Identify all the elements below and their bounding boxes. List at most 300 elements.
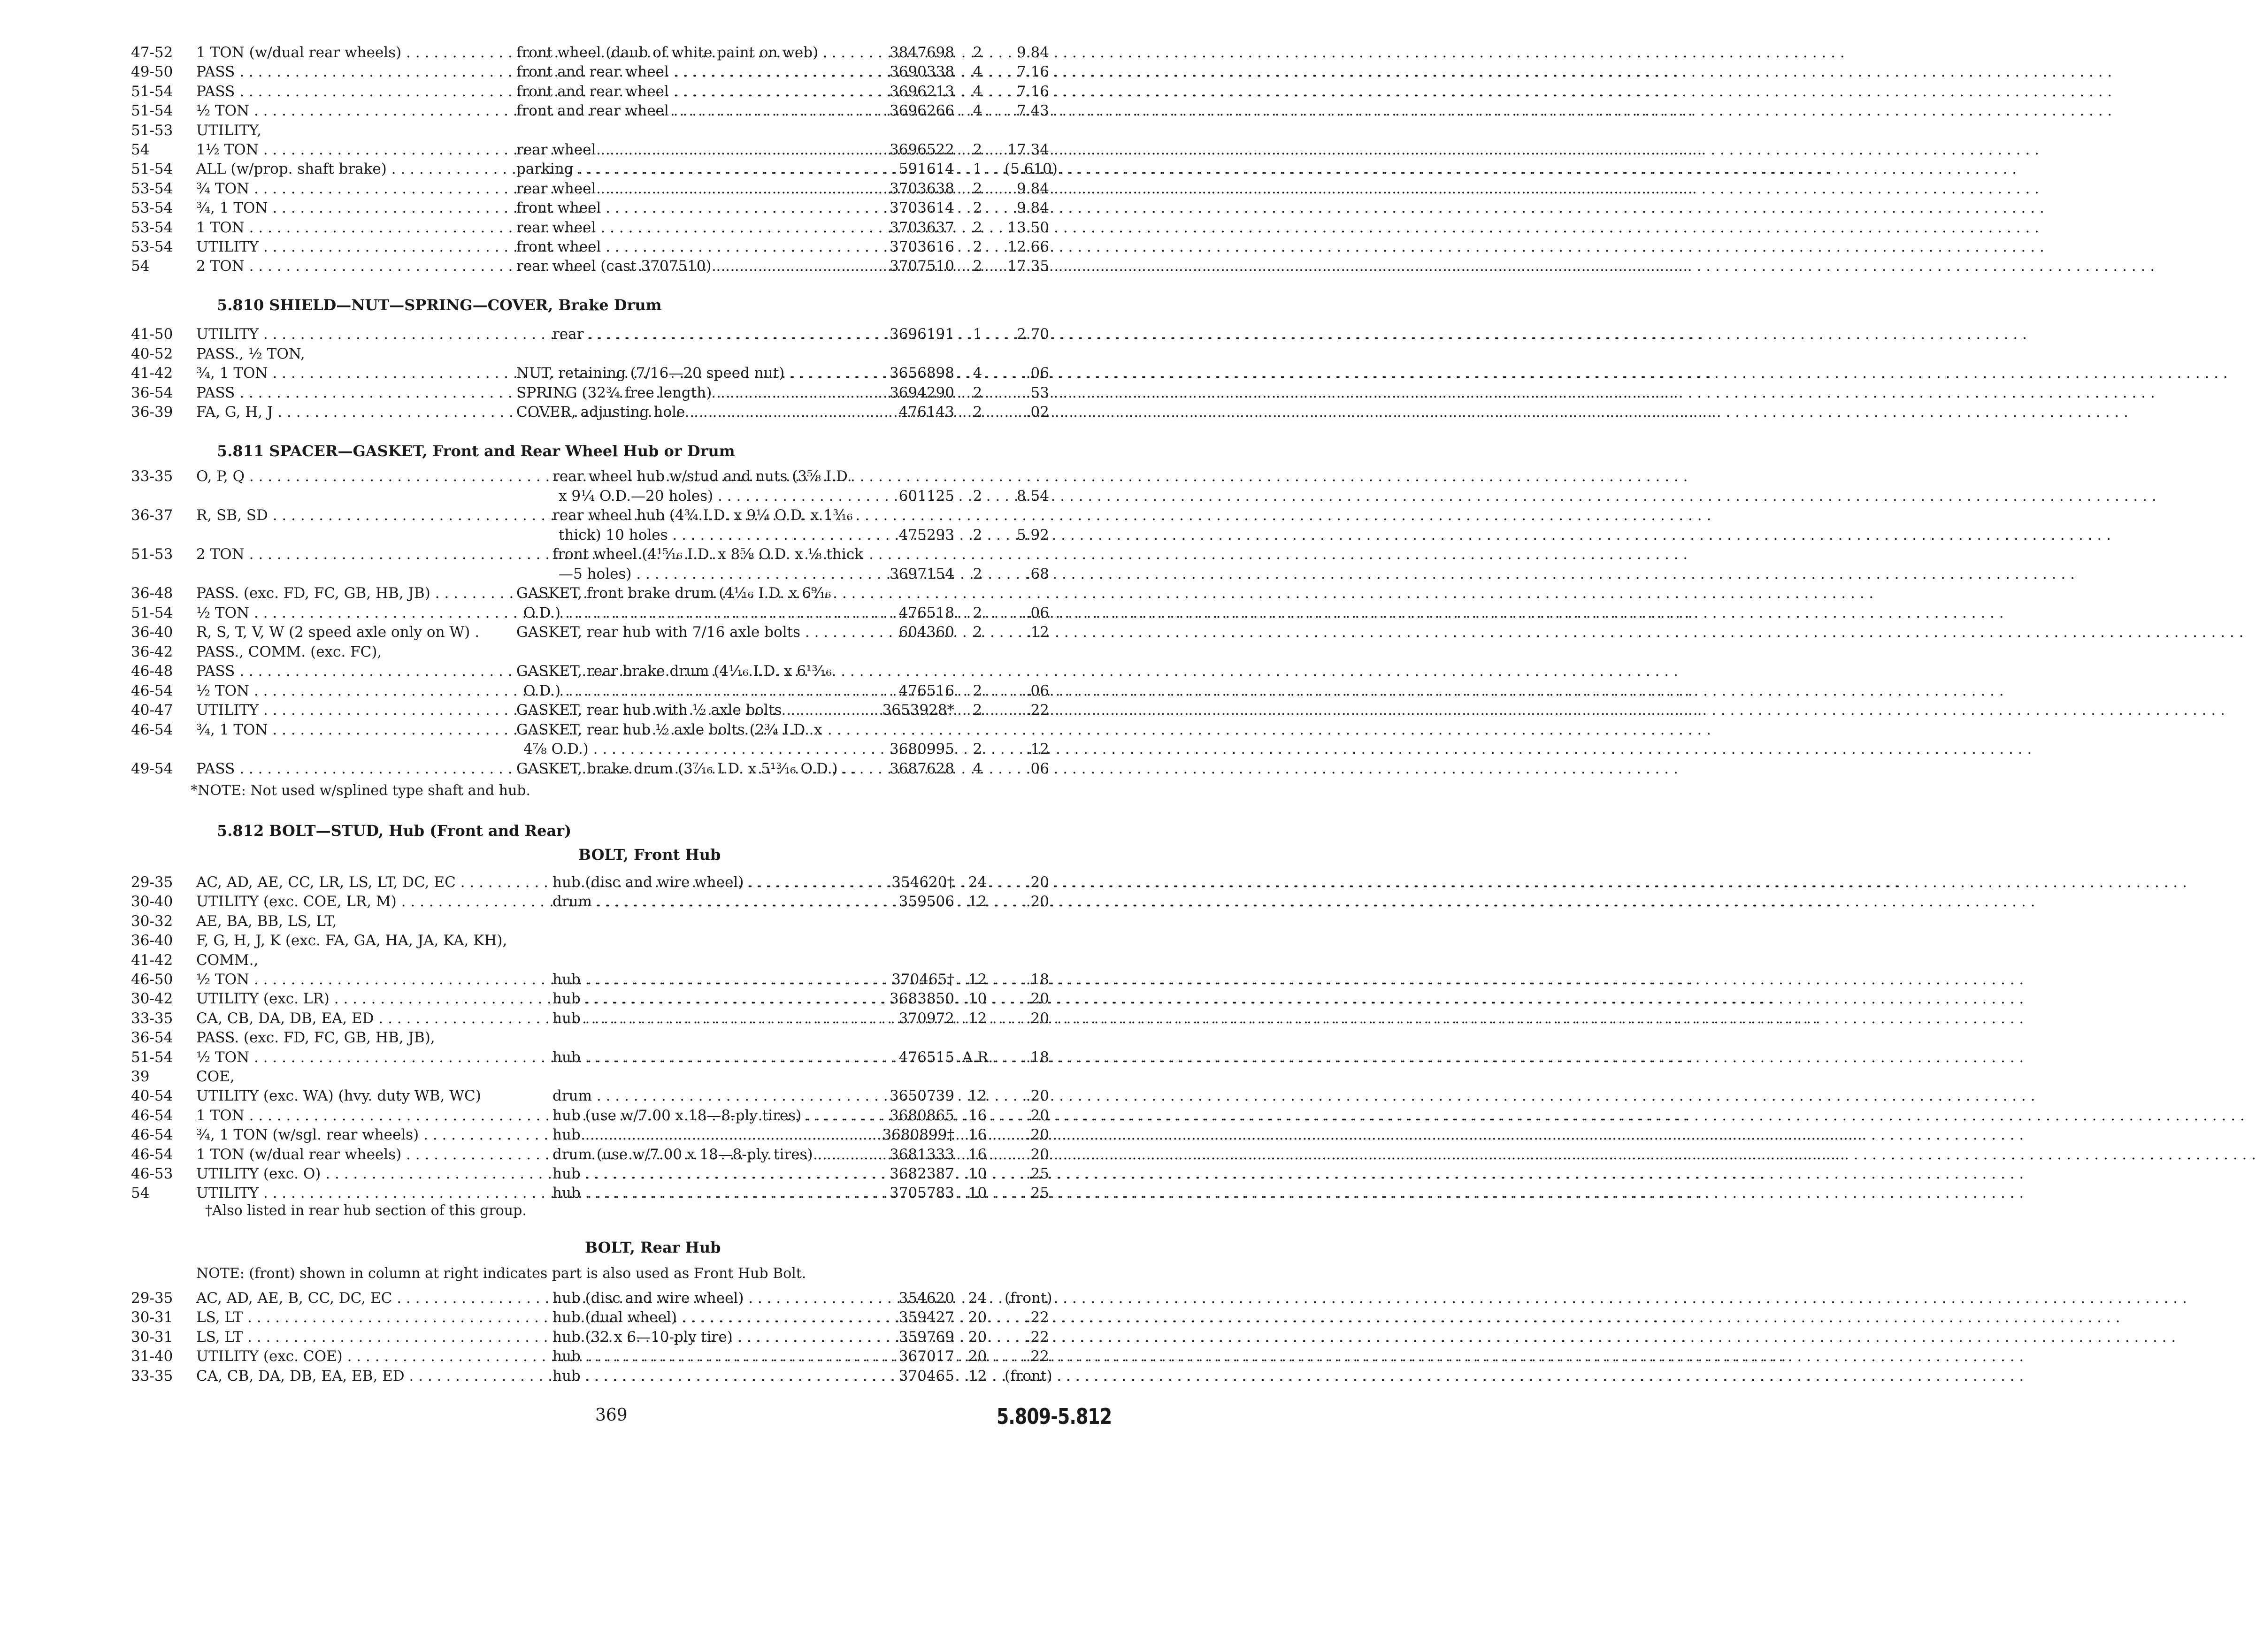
description-cell: GASKET, rear brake drum (4¹⁄₁₆ I.D. x 6¹³⁄₁₆ [516,663,832,680]
part-number-cell: 3680995 [889,741,954,757]
model-years-cell: 36-40 [131,932,173,949]
model-years-cell: 51-54 [131,83,173,100]
application-cell: COE, [196,1068,235,1085]
model-years-cell: 36-54 [131,1029,173,1047]
quantity-cell: 2 [973,238,982,255]
price-cell: 17.35 [1007,258,1049,275]
application-cell: PASS., ½ TON, [196,345,305,362]
price-cell: (front) [1005,1367,1052,1384]
model-years-cell: 47-52 [131,44,173,61]
table-row [0,237,1187,256]
price-cell: .20 [1026,1107,1049,1124]
table-row [0,403,1187,421]
model-years-cell: 46-54 [131,1107,173,1124]
part-number-cell: 3847698 [889,44,954,61]
price-cell: 9.84 [1016,199,1049,217]
application-cell: PASS. (exc. FD, FC, GB, HB, JB) . . . [196,584,497,603]
model-years-cell: 39 [131,1068,150,1085]
table-row [0,487,1187,505]
part-number-cell: 359427 [898,1309,954,1326]
model-years-cell: 51-54 [131,161,173,178]
quantity-cell: 2 [973,258,982,275]
quantity-cell: 2 [973,384,982,401]
application-cell: CA, CB, DA, DB, EA, ED . . . [196,1009,497,1028]
model-years-cell: 46-53 [131,1165,173,1182]
price-cell: .20 [1026,990,1049,1008]
application-cell: 2 TON . . . [196,545,497,564]
model-years-cell: 51-54 [131,1048,173,1066]
price-cell: .68 [1026,565,1049,582]
heading-5-812: 5.812 BOLT—STUD, Hub (Front and Rear) [217,822,572,840]
part-number-cell: 476143 [898,404,954,421]
description-cell: front and rear wheel . . . [516,62,1338,81]
model-years-cell: 36-42 [131,643,173,660]
description-cell: front and rear wheel . . . [516,101,1338,120]
model-years-cell: 30-40 [131,893,173,910]
part-number-cell: 3680865 [889,1107,954,1124]
note-front-hub: †Also listed in rear hub section of this group. [205,1202,527,1219]
quantity-cell: 16 [968,1126,987,1144]
description-cell: thick) 10 holes . . . [559,526,861,544]
quantity-cell: 20 [968,1309,987,1326]
model-years-cell: 36-54 [131,384,173,401]
quantity-cell: 2 [973,199,982,217]
quantity-cell: 2 [973,526,982,543]
application-cell: AC, AD, AE, B, CC, DC, EC . . . [196,1289,497,1308]
model-years-cell: 40-52 [131,345,173,362]
quantity-cell: 16 [968,1107,987,1124]
model-years-cell: 30-32 [131,912,173,930]
description-cell: O.D.) . . . [523,604,861,622]
table-row [0,1028,1187,1047]
part-number-cell: 475293 [898,526,954,543]
part-number-cell: 476516 [898,682,954,699]
description-cell: hub . . . [552,989,868,1008]
application-cell: UTILITY . . . [196,237,497,256]
application-cell: ¾, 1 TON (w/sgl. rear wheels) . . . [196,1125,497,1144]
model-years-cell: 41-50 [131,326,173,343]
part-number-cell: 359769 [898,1328,954,1346]
price-cell: .25 [1026,1165,1049,1182]
description-cell: front wheel (daub of white paint on web) . [516,44,828,61]
price-cell: .12 [1026,624,1049,641]
description-cell: hub . . . [552,1009,868,1028]
price-cell: .06 [1026,760,1049,777]
price-cell: .12 [1026,741,1049,757]
model-years-cell: 51-54 [131,102,173,120]
part-number-cell: 3680899† [882,1126,954,1144]
part-number-cell: 3705783 [889,1185,954,1202]
quantity-cell: 4 [973,760,982,777]
quantity-cell: 10 [968,1185,987,1202]
application-cell: LS, LT . . . [196,1308,497,1327]
quantity-cell: 4 [973,102,982,120]
application-cell: 2 TON . . . [196,257,497,275]
price-cell: .22 [1026,1348,1049,1365]
table-row [0,545,1187,564]
quantity-cell: 24 [968,1290,987,1307]
quantity-cell: 2 [973,682,982,699]
table-row [0,701,1187,719]
part-number-cell: 354620† [891,874,954,891]
table-row [0,325,1187,344]
heading-5-811: 5.811 SPACER—GASKET, Front and Rear Wheel Hub or Drum [217,442,735,460]
model-years-cell: 51-53 [131,546,173,563]
table-row [0,931,1187,950]
application-cell: 1 TON (w/dual rear wheels) . . . [196,43,497,62]
description-cell: front and rear wheel . . . [516,82,1338,101]
part-number-cell: 3690338 [889,63,954,81]
price-cell: 7.16 [1016,83,1049,100]
model-years-cell: 33-35 [131,468,173,485]
price-cell: .22 [1026,1328,1049,1346]
description-cell: GASKET, brake drum (3⁷⁄₁₆ I.D. x 5¹³⁄₁₆ O.D.) . . [516,760,857,777]
application-cell: UTILITY (exc. WA) (hvy. duty WB, WC) [196,1087,481,1105]
part-number-cell: 3707510 [889,258,954,275]
description-cell: hub (disc and wire wheel) . . . [552,873,868,892]
description-cell: O.D.) . . . [523,681,861,700]
price-cell: 12.66 [1007,238,1049,255]
table-row [0,1328,1187,1346]
model-years-cell: 49-50 [131,63,173,81]
application-cell: UTILITY (exc. COE) . . . [196,1347,497,1366]
part-number-cell: 3656898 [889,365,954,382]
description-cell: rear wheel hub (4¾ I.D. x 9¼ O.D. x 1³⁄₁₆ [552,507,853,524]
quantity-cell: 4 [973,365,982,382]
section-range: 5.809-5.812 [997,1404,1112,1429]
price-cell: 9.84 [1016,180,1049,197]
table-row [0,43,1187,62]
table-row [0,101,1187,120]
application-cell: ¾ TON . . . [196,179,497,198]
description-cell: drum (use w/7.00 x 18—8-ply tires) . . . [552,1145,868,1164]
price-cell: 8.54 [1016,487,1049,505]
table-row [0,604,1187,622]
description-cell: GASKET, rear hub with 7/16 axle bolts . . . [516,623,1338,642]
part-number-cell: 3683850 [889,990,954,1008]
price-cell: 7.16 [1016,63,1049,81]
model-years-cell: 54 [131,258,150,275]
application-cell: PASS . . . [196,62,497,81]
model-years-cell: 40-47 [131,702,173,719]
application-cell: 1 TON . . . [196,218,497,237]
price-cell: .22 [1026,702,1049,719]
part-number-cell: 3696522 [889,141,954,158]
price-cell: (front) [1005,1290,1052,1307]
price-cell: .20 [1026,1126,1049,1144]
application-cell: F, G, H, J, K (exc. FA, GA, HA, JA, KA, KH), [196,932,507,949]
price-cell: .20 [1026,1010,1049,1027]
note-5-811: *NOTE: Not used w/splined type shaft and hub. [191,782,531,799]
part-number-cell: 3697154 [889,565,954,582]
quantity-cell: 2 [973,487,982,505]
model-years-cell: 54 [131,1185,150,1202]
price-cell: 13.50 [1007,219,1049,236]
model-years-cell: 40-54 [131,1087,173,1105]
part-number-cell: 370465 [898,1367,954,1384]
table-row [0,364,1187,382]
model-years-cell: 36-40 [131,624,173,641]
application-cell: UTILITY, [196,122,261,139]
table-row [0,1106,1187,1125]
model-years-cell: 33-35 [131,1367,173,1384]
application-cell: PASS . . . [196,383,497,402]
model-years-cell: 31-40 [131,1348,173,1365]
part-number-cell: 3696266 [889,102,954,120]
heading-5-810: 5.810 SHIELD—NUT—SPRING—COVER, Brake Drum [217,296,662,314]
quantity-cell: 12 [968,1367,987,1384]
table-row [0,1184,1187,1202]
application-cell: PASS . . . [196,662,497,681]
table-row [0,951,1187,970]
application-cell: UTILITY . . . [196,701,497,719]
page-number: 369 [595,1406,628,1425]
table-row [0,1086,1187,1105]
application-cell: 1 TON (w/dual rear wheels) . . . [196,1145,497,1164]
quantity-cell: 24 [968,874,987,891]
part-number-cell: 591614 [898,161,954,178]
application-cell: AE, BA, BB, LS, LT, [196,912,337,930]
model-years-cell: 36-39 [131,404,173,421]
part-number-cell: 601125 [898,487,954,505]
table-row [0,662,1187,681]
application-cell: ½ TON . . . [196,970,497,989]
part-number-cell: 476518 [898,604,954,621]
model-years-cell: 53-54 [131,180,173,197]
part-number-cell: 3703637 [889,219,954,236]
description-cell: hub (disc and wire wheel) . . . [552,1289,868,1308]
part-number-cell: 3653928* [882,702,954,719]
model-years-cell: 46-48 [131,663,173,680]
quantity-cell: 2 [973,180,982,197]
application-cell: AC, AD, AE, CC, LR, LS, LT, DC, EC . . . [196,873,497,892]
price-cell: .22 [1026,1309,1049,1326]
table-row [0,383,1187,402]
quantity-cell: 4 [973,83,982,100]
heading-bolt-rear-hub: BOLT, Rear Hub [585,1239,721,1256]
table-row [0,257,1187,275]
model-years-cell: 46-54 [131,682,173,699]
quantity-cell: 10 [968,1165,987,1182]
price-cell: 17.34 [1007,141,1049,158]
model-years-cell: 53-54 [131,219,173,236]
table-row [0,623,1187,642]
application-cell: R, S, T, V, W (2 speed axle only on W) . [196,624,480,641]
quantity-cell: 12 [968,971,987,988]
quantity-cell: 2 [973,604,982,621]
price-cell: .06 [1026,682,1049,699]
description-cell: hub . . . [552,1367,868,1385]
table-row [0,1347,1187,1366]
part-number-cell: 604360 [898,624,954,641]
quantity-cell: 10 [968,990,987,1008]
price-cell: .02 [1026,404,1049,421]
application-cell: ½ TON . . . [196,1048,497,1067]
part-number-cell: 3650739 [889,1087,954,1105]
quantity-cell: 1 [973,326,982,343]
application-cell: ¾, 1 TON . . . [196,364,497,382]
application-cell: ½ TON . . . [196,681,497,700]
table-row [0,970,1187,989]
quantity-cell: 2 [973,404,982,421]
table-row [0,1367,1187,1385]
description-cell: COVER, adjusting hole . . . [516,403,1338,421]
table-row [0,62,1187,81]
price-cell: 5.92 [1016,526,1049,543]
price-cell: .18 [1026,1048,1049,1066]
model-years-cell: 36-48 [131,585,173,602]
table-row [0,873,1187,892]
application-cell: 1 TON . . . [196,1106,497,1125]
description-cell: hub . . . [552,970,868,989]
application-cell: UTILITY (exc. LR) . . . [196,989,497,1008]
part-number-cell: 370465† [891,971,954,988]
model-years-cell: 46-54 [131,721,173,738]
description-cell: parking . . . [516,160,1338,178]
table-row [0,642,1187,661]
description-cell: hub (dual wheel) . . . [552,1308,868,1327]
price-cell: .06 [1026,604,1049,621]
table-row [0,506,1187,525]
application-cell: R, SB, SD . . . [196,506,497,525]
description-cell: —5 holes) . . . [559,565,861,583]
application-cell: ¾, 1 TON . . . [196,199,497,217]
model-years-cell: 46-50 [131,971,173,988]
model-years-cell: 41-42 [131,951,173,969]
table-row [0,1125,1187,1144]
description-cell: NUT, retaining (7/16—20 speed nut) . . . [516,364,1338,382]
table-row [0,1308,1187,1327]
application-cell: ¾, 1 TON . . . [196,720,497,739]
application-cell: UTILITY . . . [196,1184,497,1202]
description-cell: front wheel . . . [516,237,1338,256]
table-row [0,160,1187,178]
table-row [0,565,1187,583]
quantity-cell: A.R. [962,1048,993,1066]
table-row [0,179,1187,198]
description-cell: hub (32 x 6—10-ply tire) . . . [552,1328,868,1346]
table-row [0,140,1187,159]
description-cell: rear wheel (cast 3707510) . . . [516,257,1338,275]
description-cell: x 9¼ O.D.—20 holes) . . . [559,487,861,505]
application-cell: LS, LT . . . [196,1328,497,1346]
table-row [0,526,1187,544]
table-row [0,1009,1187,1028]
description-cell: hub . . . [552,1347,868,1366]
quantity-cell: 2 [973,702,982,719]
part-number-cell: 476515 [898,1048,954,1066]
table-row [0,121,1187,140]
description-cell: rear wheel . . . [516,218,1338,237]
application-cell: PASS . . . [196,82,497,101]
part-number-cell: 3681333 [889,1146,954,1163]
part-number-cell: 359506 [898,893,954,910]
table-row [0,989,1187,1008]
part-number-cell: 3703616 [889,238,954,255]
part-number-cell: 367017 [898,1348,954,1365]
model-years-cell: 33-35 [131,1010,173,1027]
table-row [0,759,1187,778]
description-cell: rear . . . [552,325,868,344]
description-cell: rear wheel hub w/stud and nuts (3⅝ I.D. [552,468,852,485]
description-cell: GASKET, rear hub with ½ axle bolts . . . [516,701,1338,719]
model-years-cell: 51-54 [131,604,173,621]
description-cell: drum . . . [552,1086,868,1105]
application-cell: PASS., COMM. (exc. FC), [196,643,382,660]
description-cell: hub . . . [552,1164,868,1183]
table-row [0,344,1187,363]
quantity-cell: 16 [968,1146,987,1163]
price-cell: .20 [1026,893,1049,910]
table-row [0,1145,1187,1164]
price-cell: .20 [1026,874,1049,891]
application-cell: ½ TON . . . [196,604,497,622]
quantity-cell: 2 [973,741,982,757]
quantity-cell: 2 [973,565,982,582]
description-cell: hub . . . [552,1048,868,1067]
table-row [0,467,1187,486]
table-row [0,1289,1187,1308]
application-cell: COMM., [196,951,259,969]
price-cell: 2.70 [1016,326,1049,343]
price-cell: .18 [1026,971,1049,988]
table-row [0,720,1187,739]
part-number-cell: 3696191 [889,326,954,343]
part-number-cell: 3694290 [889,384,954,401]
quantity-cell: 12 [968,1087,987,1105]
application-cell: UTILITY (exc. COE, LR, M) . . . [196,892,497,911]
application-cell: ALL (w/prop. shaft brake) . . . [196,160,497,178]
table-row [0,740,1187,758]
price-cell: .20 [1026,1087,1049,1105]
part-number-cell: 354620 [898,1290,954,1307]
model-years-cell: 29-35 [131,874,173,891]
model-years-cell: 29-35 [131,1290,173,1307]
quantity-cell: 12 [968,893,987,910]
model-years-cell: 41-42 [131,365,173,382]
description-cell: GASKET, rear hub ½ axle bolts (2¾ I.D. x [516,721,822,738]
model-years-cell: 30-31 [131,1328,173,1346]
model-years-cell: 36-37 [131,507,173,524]
application-cell: O, P, Q . . . [196,467,497,486]
model-years-cell: 49-54 [131,760,173,777]
application-cell: PASS . . . [196,759,497,778]
table-row [0,584,1187,603]
table-row [0,1048,1187,1067]
table-row [0,199,1187,217]
price-cell: 7.43 [1016,102,1049,120]
quantity-cell: 12 [968,1010,987,1027]
part-number-cell: 3682387 [889,1165,954,1182]
description-cell: hub . . . [552,1184,868,1202]
part-number-cell: 370972 [898,1010,954,1027]
quantity-cell: 20 [968,1348,987,1365]
model-years-cell: 30-42 [131,990,173,1008]
table-row [0,912,1187,931]
description-cell: 4⅞ O.D.) . . . [523,740,861,758]
description-cell: front wheel (4¹⁵⁄₁₆ I.D. x 8⅝ O.D. x ⅛ thick [552,546,863,563]
price-cell: 25 [1030,1185,1049,1202]
description-cell: drum . . . [552,892,868,911]
table-row [0,1067,1187,1086]
quantity-cell: 2 [973,141,982,158]
table-row [0,681,1187,700]
application-cell: FA, G, H, J . . . [196,403,497,421]
model-years-cell: 46-54 [131,1146,173,1163]
description-cell: rear wheel . . . [516,140,1338,159]
application-cell: UTILITY . . . [196,325,497,344]
description-cell: hub (use w/7.00 x 18—8-ply tires) . . . [552,1106,868,1125]
